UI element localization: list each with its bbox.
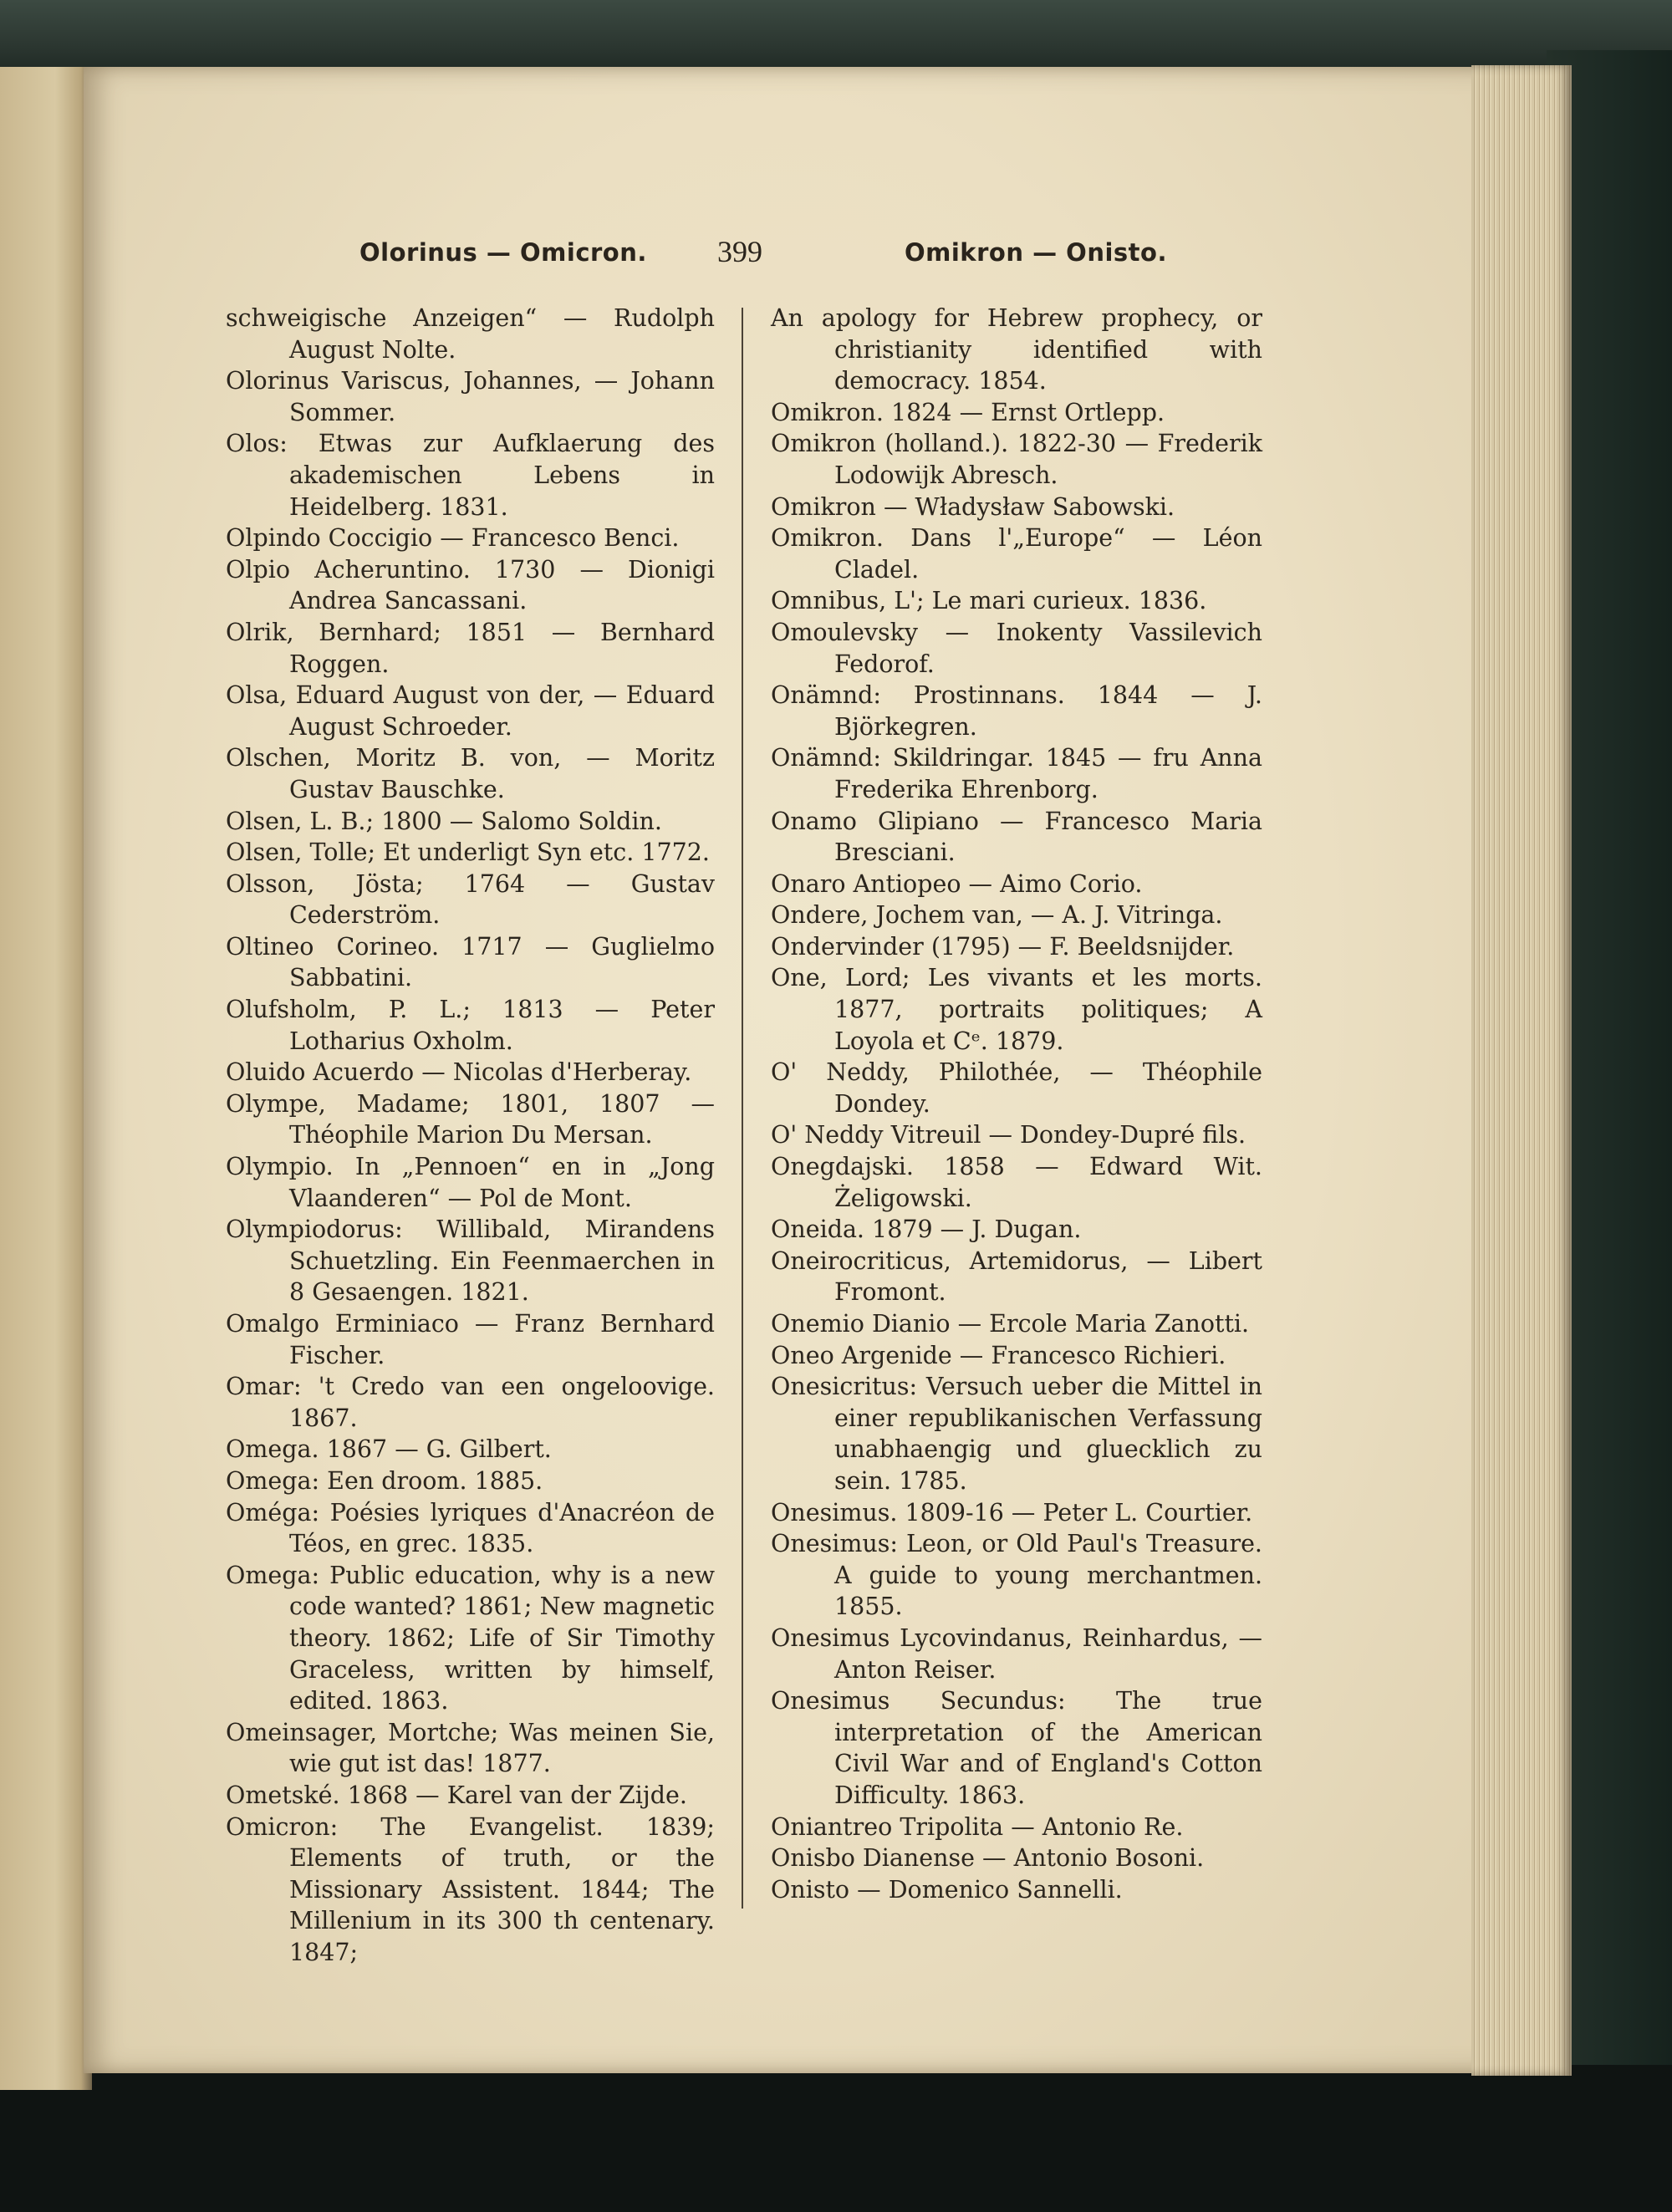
entry: Olpindo Coccigio — Francesco Benci.: [226, 524, 680, 553]
entry: Omikron (holland.). 1822-30 — Frederik Lodowijk Abresch.: [771, 430, 1262, 489]
entry: Omega: Een droom. 1885.: [226, 1466, 543, 1495]
entry: Onamo Glipiano — Francesco Maria Bresciani.: [771, 807, 1262, 867]
entry: Olsen, L. B.; 1800 — Salomo Soldin.: [226, 807, 662, 835]
left-column: [226, 303, 715, 1968]
entry: Onesimus Lycovindanus, Reinhardus, — Anton Reiser.: [771, 1623, 1262, 1684]
entry: Olympe, Madame; 1801, 1807 — Théophile Marion Du Mersan.: [226, 1089, 715, 1149]
entry: Olorinus Variscus, Johannes, — Johann Sommer.: [226, 367, 715, 426]
entry: Olsson, Jösta; 1764 — Gustav Cederström.: [226, 869, 715, 930]
right-column: [771, 303, 1262, 1905]
running-head-right: Omikron — Onisto.: [905, 238, 1167, 267]
entry: Oneida. 1879 — J. Dugan.: [771, 1216, 1082, 1244]
entry: Olpio Acheruntino. 1730 — Dionigi Andrea Sancassani.: [226, 555, 715, 615]
entry: Olympiodorus: Willibald, Mirandens Schuetzling. Ein Feenmaerchen in 8 Gesaengen. 1821.: [226, 1216, 715, 1307]
entry: Onesimus: Leon, or Old Paul's Treasure. A guide to young merchantmen. 1855.: [771, 1530, 1262, 1621]
entry: Omalgo Erminiaco — Franz Bernhard Fischer.: [226, 1310, 715, 1369]
page-edge-stack: [1471, 65, 1572, 2076]
entry: Oltineo Corineo. 1717 — Guglielmo Sabbatini.: [226, 932, 715, 992]
entry: Omikron. Dans l'„Europe“ — Léon Cladel.: [771, 524, 1262, 584]
running-head-left: Olorinus — Omicron.: [359, 238, 647, 267]
entry: Omeinsager, Mortche; Was meinen Sie, wie gut ist das! 1877.: [226, 1718, 715, 1778]
entry: schweigische Anzeigen“ — Rudolph August Nolte.: [226, 304, 715, 364]
entry: Ometské. 1868 — Karel van der Zijde.: [226, 1781, 687, 1809]
entry: Omikron — Władysław Sabowski.: [771, 492, 1175, 521]
background-bottom: [0, 2065, 1672, 2212]
entry: Onesimus. 1809-16 — Peter L. Courtier.: [771, 1498, 1253, 1526]
entry: Oneirocriticus, Artemidorus, — Libert Fromont.: [771, 1246, 1262, 1307]
entry: Onesimus Secundus: The true interpretation of the American Civil War and of England's Cotton Difficulty. 1863.: [771, 1687, 1262, 1809]
entry: Oméga: Poésies lyriques d'Anacréon de Téos, en grec. 1835.: [226, 1498, 715, 1558]
entry: Olschen, Moritz B. von, — Moritz Gustav Bauschke.: [226, 744, 715, 803]
entry: O' Neddy, Philothée, — Théophile Dondey.: [771, 1058, 1262, 1118]
entry: Onämnd: Skildringar. 1845 — fru Anna Frederika Ehrenborg.: [771, 744, 1262, 803]
entry: Onisto — Domenico Sannelli.: [771, 1875, 1123, 1904]
previous-page-edge: [0, 67, 92, 2090]
entry: Olympio. In „Pennoen“ en in „Jong Vlaanderen“ — Pol de Mont.: [226, 1153, 715, 1212]
entry: Omoulevsky — Inokenty Vassilevich Fedorof.: [771, 618, 1262, 678]
entry: Omnibus, L'; Le mari curieux. 1836.: [771, 587, 1207, 615]
entry: Omar: 't Credo van een ongeloovige. 1867.: [226, 1373, 715, 1432]
book-cover-top: [0, 0, 1672, 75]
entry: Onegdajski. 1858 — Edward Wit. Żeligowski.: [771, 1153, 1262, 1212]
entry: An apology for Hebrew prophecy, or christianity identified with democracy. 1854.: [771, 304, 1262, 395]
entry: One, Lord; Les vivants et les morts. 1877, portraits politiques; A Loyola et Cᵉ. 1879.: [771, 964, 1262, 1055]
entry: Onesicritus: Versuch ueber die Mittel in einer republikanischen Verfassung unabhaengig und gluecklich zu sein. 1785.: [771, 1373, 1262, 1495]
entry: Ondere, Jochem van, — A. J. Vitringa.: [771, 901, 1223, 930]
entry: Omega. 1867 — G. Gilbert.: [226, 1435, 552, 1464]
entry: Onämnd: Prostinnans. 1844 — J. Björkegren.: [771, 681, 1262, 741]
entry: Onaro Antiopeo — Aimo Corio.: [771, 869, 1143, 898]
entry: Onemio Dianio — Ercole Maria Zanotti.: [771, 1310, 1250, 1338]
entry: Omikron. 1824 — Ernst Ortlepp.: [771, 398, 1165, 426]
entry: Olsen, Tolle; Et underligt Syn etc. 1772.: [226, 838, 710, 867]
entry: Oniantreo Tripolita — Antonio Re.: [771, 1812, 1184, 1841]
entry: Oneo Argenide — Francesco Richieri.: [771, 1341, 1226, 1369]
page-number: 399: [717, 235, 762, 268]
column-divider: [742, 308, 743, 1909]
entry: Oluido Acuerdo — Nicolas d'Herberay.: [226, 1058, 692, 1087]
entry: Onisbo Dianense — Antonio Bosoni.: [771, 1844, 1205, 1873]
entry: Olsa, Eduard August von der, — Eduard August Schroeder.: [226, 681, 715, 741]
entry: Omicron: The Evangelist. 1839; Elements of truth, or the Missionary Assistent. 1844; The Millenium in its 300 th centenary. 1847;: [226, 1812, 715, 1966]
entry: Olufsholm, P. L.; 1813 — Peter Lotharius Oxholm.: [226, 996, 715, 1055]
entry: Olrik, Bernhard; 1851 — Bernhard Roggen.: [226, 618, 715, 678]
entry: Ondervinder (1795) — F. Beeldsnijder.: [771, 932, 1235, 961]
entry: O' Neddy Vitreuil — Dondey-Dupré fils.: [771, 1121, 1246, 1149]
entry: Olos: Etwas zur Aufklaerung des akademischen Lebens in Heidelberg. 1831.: [226, 430, 715, 521]
entry: Omega: Public education, why is a new code wanted? 1861; New magnetic theory. 1862; Life of Sir Timothy Graceless, written by himself, edited. 1863.: [226, 1561, 715, 1715]
